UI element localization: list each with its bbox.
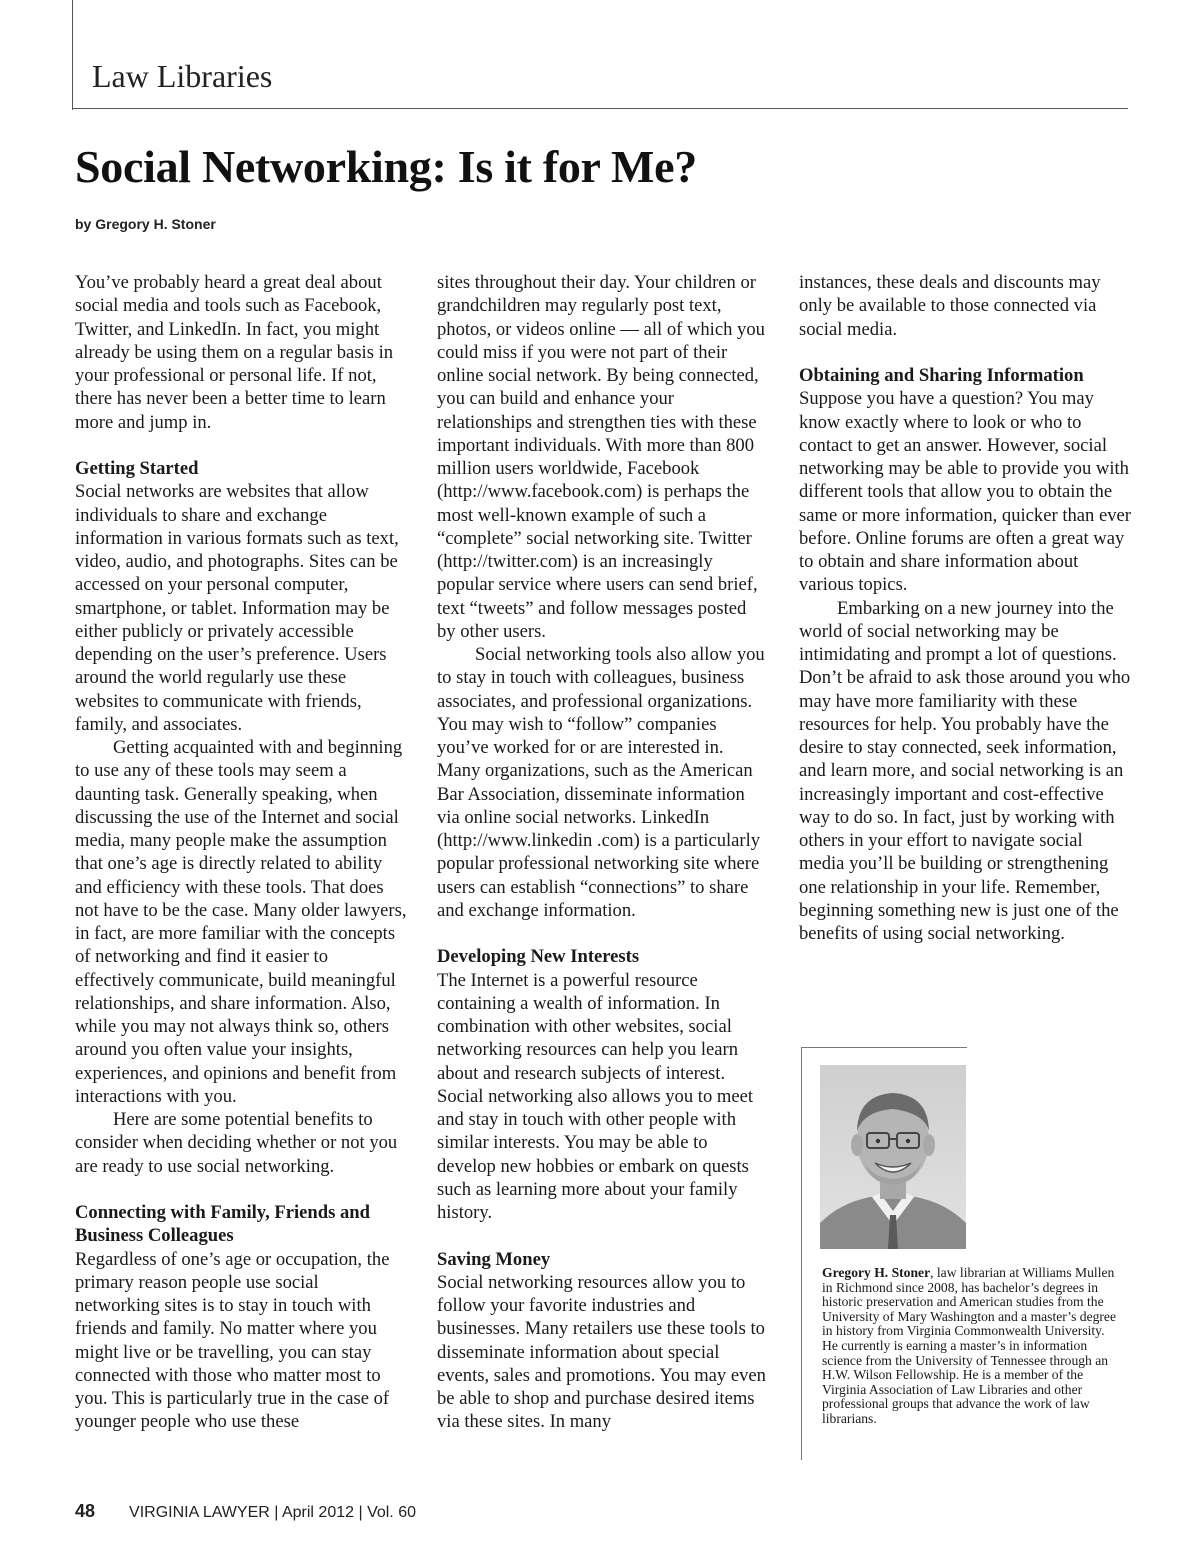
paragraph: The Internet is a powerful resource containing a wealth of information. In combination with other websites, social networking resources can help you learn about and research subjects of interest. Social networking also allows you to meet and stay in touch with other people with similar interests. You may be able to develop new hobbies or embark on quests such as learning more about your family history. bbox=[437, 969, 754, 1223]
intro-paragraph: You’ve probably heard a great deal about social media and tools such as Facebook, Twitter, and LinkedIn. In fact, you might already be using them on a regular basis in your professional or personal life. If not, there has never been a better time to learn more and jump in. bbox=[75, 272, 394, 433]
header-vertical-rule bbox=[72, 0, 73, 110]
section-label: Law Libraries bbox=[92, 58, 273, 94]
heading-saving-money: Saving Money bbox=[437, 1248, 551, 1270]
paragraph: Social networks are websites that allow individuals to share and exchange information in various formats such as text, video, audio, and photographs. Sites can be accessed on your personal computer, smartphone, or tablet. Information may be either publicly or privately accessible depending on the user’s preference. Users around the world regularly use these websites to communicate with friends, family, and associates. bbox=[75, 481, 399, 735]
column-2 bbox=[437, 271, 769, 1434]
header-horizontal-rule bbox=[72, 108, 1128, 109]
paragraph: sites throughout their day. Your children or grandchildren may regularly post text, photos, or videos online — all of which you could miss if you were not part of their online social network. By being connected, you can build and enhance your relationships and strengthen ties with these important individuals. With more than 800 million users worldwide, Facebook (http://www.facebook.com) is perhaps the most well-known example of such a “complete” social networking site. Twitter (http://twitter.com) is an increasingly popular service where users can send brief, text “tweets” and follow messages posted by other users. bbox=[437, 272, 765, 642]
page-number: 48 bbox=[75, 1501, 96, 1521]
author-bio-text: , law librarian at Williams Mullen in Richmond since 2008, has bachelor’s degrees in historic preservation and American studies from the University of Mary Washington and a master’s degree in history from Virginia Commonwealth University. He currently is earning a master’s in information science from the University of Tennessee through an H.W. Wilson Fellowship. He is a member of the Virginia Association of Law Libraries and other professional groups that advance the work of law librarians. bbox=[822, 1265, 1116, 1426]
column-1 bbox=[75, 271, 407, 1434]
heading-developing-interests: Developing New Interests bbox=[437, 946, 640, 968]
heading-obtaining-information: Obtaining and Sharing Information bbox=[799, 365, 1084, 386]
author-name: Gregory H. Stoner bbox=[822, 1265, 931, 1280]
column-3 bbox=[799, 271, 1131, 945]
byline: by Gregory H. Stoner bbox=[75, 216, 216, 232]
paragraph: Regardless of one’s age or occupation, the primary reason people use social networking sites is to stay in touch with friends and family. No matter where you might live or be travelling, you can stay connected with those who matter most to you. This is particularly true in the case of younger people who use these bbox=[75, 1248, 390, 1433]
author-bio bbox=[822, 1266, 1122, 1427]
page-footer bbox=[75, 1501, 416, 1522]
heading-getting-started: Getting Started bbox=[75, 458, 199, 479]
author-photo bbox=[820, 1065, 966, 1249]
paragraph: Social networking resources allow you to follow your favorite industries and businesses. Many retailers use these tools to disseminate information about special events, sales and promotions. You may even be able to shop and purchase desired items via these sites. In many bbox=[437, 1271, 766, 1433]
paragraph: Getting acquainted with and beginning to use any of these tools may seem a daunting task. Generally speaking, when discussing the use of the Internet and social media, many people make the assumption that one’s age is directly related to ability and efficiency with these tools. That does not have to be the case. Many older lawyers, in fact, are more familiar with the concepts of networking and find it easier to effectively communicate, build meaningful relationships, and share information. Also, while you may not always think so, others around you often value your insights, experiences, and opinions and benefit from interactions with you. bbox=[75, 737, 407, 1107]
paragraph: Social networking tools also allow you to stay in touch with colleagues, business associates, and professional organizations. You may wish to “follow” companies you’ve worked for or are interested in. Many organizations, such as the American Bar Association, disseminate information via online social networks. LinkedIn (http://www.linkedin .com) is a particularly popular professional networking site where users can establish “connections” to share and exchange information. bbox=[437, 644, 765, 921]
publication-info: VIRGINIA LAWYER | April 2012 | Vol. 60 bbox=[129, 1504, 416, 1521]
paragraph: Suppose you have a question? You may know exactly where to look or who to contact to get an answer. However, social networking may be able to provide you with different tools that allow you to obtain the same or more information, quicker than ever before. Online forums are often a great way to obtain and share information about various topics. bbox=[799, 388, 1131, 596]
article-title: Social Networking: Is it for Me? bbox=[75, 141, 697, 192]
heading-connecting: Connecting with Family, Friends and Business Colleagues bbox=[75, 1202, 370, 1247]
paragraph: Here are some potential benefits to consider when deciding whether or not you are ready to use social networking. bbox=[75, 1109, 398, 1177]
paragraph: Embarking on a new journey into the world of social networking may be intimidating and prompt a lot of questions. Don’t be afraid to ask those around you who may have more familiarity with these resources for help. You probably have the desire to stay connected, seek information, and learn more, and social networking is an increasingly important and cost-effective way to do so. In fact, just by working with others in your effort to navigate social media you’ll be building or strengthening one relationship in your life. Remember, beginning something new is just one of the benefits of using social networking. bbox=[799, 597, 1131, 944]
author-portrait-icon bbox=[820, 1065, 966, 1249]
paragraph: instances, these deals and discounts may only be available to those connected via social media. bbox=[799, 272, 1101, 340]
